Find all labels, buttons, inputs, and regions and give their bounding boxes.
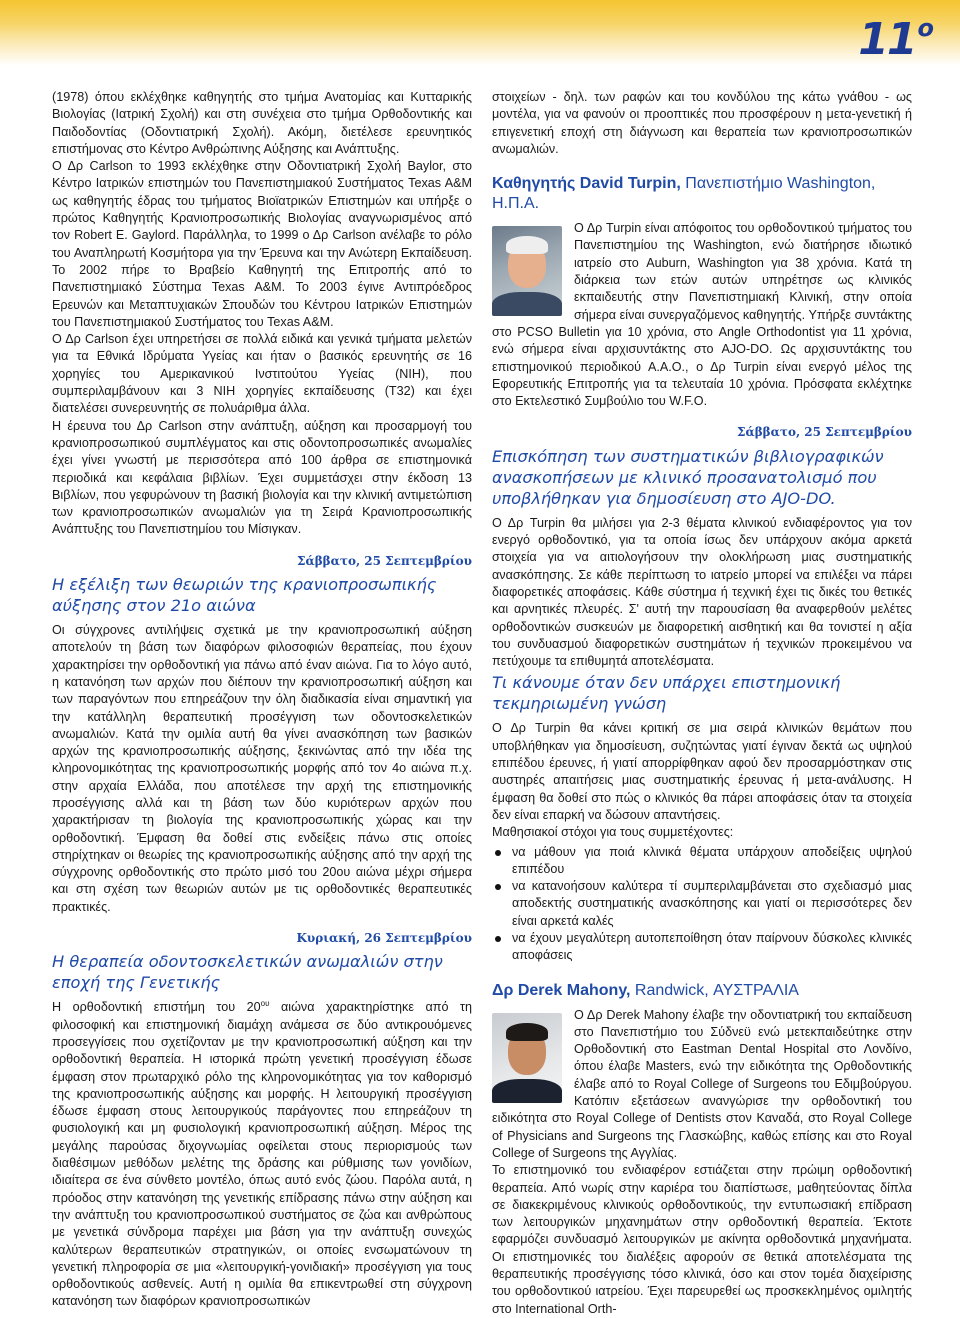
speaker-photo-mahony bbox=[492, 1013, 562, 1103]
session-date: Σάββατο, 25 Σεπτεμβρίου bbox=[296, 553, 472, 568]
issue-number: $11^o$ bbox=[858, 14, 932, 65]
paragraph: Ο Δρ Turpin είναι απόφοιτος του ορθοδοντικού τμήματος του Πανεπιστημίου της Washington, ενώ διατήρησε ιδιωτικό ιατρείο στο Auburn, Washington για 38 χρόνια. Κατά τη διάρκεια των ετών αυτών υπηρέτησε ως κλινικός εκπαιδευτής στην Πανεπιστημιακή Κλινική, στην οποία σήμερα είναι συνεργαζόμενος καθηγητής. Υπήρξε συντάκτης στο PCSO Bulletin για 10 χρόνια, στο Angle Orthodontist για 11 χρόνια, ενώ σήμερα είναι αρχισυντάκτης στο AJO-DO. Ως αρχισυντάκτης του επιστημονικού περιοδικού Α.Α.Ο., ο Δρ Turpin είναι ενεργό μέλος της Εφορευτικής Επιτροπής για τα τελευταία 10 χρόνια. Πρόσφατα εκλέχτηκε στο Εκτελεστικό Συμβούλιο του W.F.O. bbox=[492, 221, 912, 409]
paragraph: Ο Δρ Carlson έχει υπηρετήσει σε πολλά ειδικά και γενικά τμήματα μελετών για τα Εθνικά Ιδρύματα Υγείας και ήταν ο βασικός ερευνητής σε 16 χορηγίες του Αμερικανικού Ινστιτούτου Υγείας (NIH), που συμπεριλαμβάνουν και 3 NIH χορηγίες εκπαίδευσης (T32) και έχει διατελέσει συνερευνητής σε πολυάριθμα άλλα. bbox=[52, 332, 472, 416]
header-gradient-bar bbox=[0, 0, 960, 66]
left-column bbox=[52, 89, 472, 1311]
paragraph: Η ορθοδοντική επιστήμη του $20^{o\upsilon}$ αιώνα χαρακτηρίστηκε από τη φιλοσοφική και επιστημονική διαμάχη ανάμεσα σε δύο αντικρουόμενες προσεγγίσεις που σχετίζονταν με την κρανιοπροσωπική αύξηση και την ορθοδοντική θεραπεία. Η ιστορικά πρώτη γενετική προσέγγιση έδωσε έμφαση στον πρωταρχικό ρόλο της κληρονομικότητας για τον καθορισμό της κρανιοπροσωπικής αύξησης και μορφής. Η λειτουργική προσέγγιση έδωσε έμφαση στους λειτουργικούς παράγοντες που επηρεάζουν τη φυσιολογική και μη φυσιολογική κρανιοπροσωπική αύξηση. Μέρος της μεγάλης παρούσας διχογνωμίας οφείλεται στους περιορισμούς των διαθέσιμων μεθόδων μελέτης της δράσης και ρύθμισης των γονιδίων, ιδιαίτερα σε ένα σύνθετο μοντέλο, όπως αυτό ενός ζώου. Παρόλα αυτά, η πρόοδος στην κατανόηση της γενετικής επίδρασης πάνω στην αύξηση και την ανάπτυξη του κρανιοπροσωπικού συστήματος σε ζώα και ανθρώπους με γενετικά σύνδρομα παρέχει μια βάση για την ανάπτυξη συνεχώς καλύτερων θεραπευτικών στρατηγικών, οι οποίες ενσωματώνουν τη γενετική πληροφορία σε μια «λειτουργική-γονιδιακή» προσέγγιση για τους ορθοδοντικούς ασθενείς. Αυτή η ομιλία θα επικεντρωθεί στη σύγχρονη κατανόηση των διαφόρων κρανιοπροσωπικών bbox=[52, 999, 472, 1309]
session-title: Τι κάνουμε όταν δεν υπάρχει επιστημονική τεκμηριωμένη γνώση bbox=[492, 673, 841, 714]
bullet-icon bbox=[495, 936, 501, 942]
bullet-icon bbox=[495, 884, 501, 890]
paragraph: Το επιστημονικό του ενδιαφέρον εστιάζεται στην πρώιμη ορθοδοντική θεραπεία. Από νωρίς στην καριέρα του διαπίστωσε, μαθητεύοντας δίπλα σε διακεκριμένους κλινικούς ορθοδοντικούς, την εντυπωσιακή επίδραση των λειτουργικών μηχανημάτων στην ορθοδοντική θεραπεία. Έκτοτε εφαρμόζει συνδυασμό λειτουργικών με ακίνητα ορθοδοντικά μηχανήματα. Οι επιστημονικές του διαλέξεις αφορούν σε θετικά αποτελέσματα της θεραπευτικής προσέγγισης τόσο κλινικά, όσο και στον τομέα διαχείρισης του ορθοδοντικού ιατρείου. Έχει παρευρεθεί ως προσκεκλημένος ομιλητής στο International Orth- bbox=[492, 1163, 912, 1316]
paragraph: Ο Δρ Derek Mahony έλαβε την οδοντιατρική του εκπαίδευση στο Πανεπιστήμιο του Σύδνεϋ ενώ μετεκπαιδεύτηκε στην Ορθοδοντική στο Eastman Dental Hospital στο Λονδίνο, όπου έλαβε Masters, ενώ την ειδικότητα της Ορθοδοντικής έλαβε από το Royal College of Surgeons του Εδιμβούργου. Κατόπιν εξετάσεων ανανγώρισε την ορθοδοντική του ειδικότητα στο Royal College of Dentists στον Καναδά, στο Royal College of Physicians and Surgeons της Γλασκώβης, καθώς επίσης και στο Royal College of Surgeons της Αγγλίας. bbox=[492, 1007, 912, 1160]
list-item: να μάθουν για ποιά κλινικά θέματα υπάρχουν αποδείξεις υψηλού επιπέδου bbox=[492, 844, 912, 879]
session-title: Επισκόπηση των συστηματικών βιβλιογραφικών ανασκοπήσεων με κλινικό προσανατολισμό που υποβλήθηκαν για δημοσίευση στο AJO-DO. bbox=[492, 446, 884, 508]
session-date: Κυριακή, 26 Σεπτεμβρίου bbox=[296, 931, 472, 946]
paragraph: Μαθησιακοί στόχοι για τους συμμετέχοντες: bbox=[492, 825, 734, 840]
list-item: να κατανοήσουν καλύτερα τί συμπεριλαμβάνεται στο σχεδιασμό μιας αποδεκτής συστηματικής ανασκόπησης και γιατί οι περισσότερες δεν είναι αρκετά καλές bbox=[492, 878, 912, 930]
objectives-list bbox=[492, 844, 912, 965]
speaker-heading-mahony: Δρ Derek Mahony, Randwick, ΑΥΣΤΡΑΛΙΑ bbox=[492, 981, 799, 999]
paragraph: στοιχείων - δηλ. των ραφών και του κονδύλου της κάτω γνάθου - ως μοντέλα, για να φανούν οι προοπτικές που προσφέρουν η μετα-γενετική ή επιγενετική εποχή στη διάγνωση και θεραπεία των κρανιοπροσωπικών ανωμαλιών. bbox=[492, 90, 912, 156]
right-column bbox=[492, 89, 912, 1318]
list-item: να έχουν μεγαλύτερη αυτοπεποίθηση όταν παίρνουν δύσκολες κλινικές αποφάσεις bbox=[492, 930, 912, 965]
paragraph: Ο Δρ Turpin θα κάνει κριτική σε μια σειρά κλινικών θεμάτων που υποβλήθηκαν για δημοσίευση, συζητώντας γιατί έγιναν δεκτά ως υψηλού επιπέδου έρευνες, ή γιατί απορρίφθηκαν αφού δεν προσαρμόστηκαν στις αυστηρές απαιτήσεις μιας συστηματικής έρευνας ή μετα-ανάλυσης. Η έμφαση θα δοθεί στο πώς ο κλινικός θα πάρει αποφάσεις όταν τα στοιχεία δεν είναι επαρκή να δώσουν απαντήσεις. bbox=[492, 721, 912, 822]
paragraph: Ο Δρ Carlson το 1993 εκλέχθηκε στην Οδοντιατρική Σχολή Baylor, στο Κέντρο Ιατρικών επιστημών του Πανεπιστημιακού Συστήματος Texas A&M ως καθηγητής έδρας του τμήματος Βιοϊατρικών Επιστημών και υπήρξε ο πρώτος Καθηγητής Κρανιοπροσωπικής Βιολογίας αναγνωρισμένος από τον Robert E. Gaylord. Παράλληλα, το 1999 ο Δρ Carlson ανέλαβε το ρόλο του Αναπληρωτή Κοσμήτορα για την Έρευνα και την Ανώτερη Εκπαίδευση. Το 2002 πήρε το Βραβείο Καθηγητή της Επιτροπής από το Πανεπιστημιακό Σύστημα Texas A&M. Το 2003 έγινε Αντιπρόεδρος Ερευνών και Μεταπτυχιακών Σπουδών του Κέντρου Ιατρικών Επιστημών του Πανεπιστημιακού Συστήματος του Texas A&M. bbox=[52, 159, 472, 329]
paragraph: Ο Δρ Turpin θα μιλήσει για 2-3 θέματα κλινικού ενδιαφέροντος για τον ενεργό ορθοδοντικό, για τα οποία ίσως δεν υπάρχουν ακόμα αρκετά στοιχεία για να αιτιολογήσουν την ολοκλήρωση μιας συστηματικής ανασκόπησης. Σε κάθε περίπτωση το ιατρείο μπορεί να επιλέξει να πάρει διαφορετικές αποφάσεις. Κάθε σύστημα ή τεχνική έχει τις δικές του θετικές και αρνητικές πλευρές. Σ' αυτή την παρουσίαση θα αναφερθούν μελέτες ορθοδοντικών συσκευών με διαφορετική αισθητική και θα τονιστεί η αξία του συνδυασμού διαφορετικών συστημάτων ή τεχνικών προκειμένου να πετύχουμε τα επιθυμητά αποτελέσματα. bbox=[492, 515, 912, 669]
session-title: Η θεραπεία οδοντοσκελετικών ανωμαλιών στην εποχή της Γενετικής bbox=[52, 952, 443, 993]
paragraph: Η έρευνα του Δρ Carlson στην ανάπτυξη, αύξηση και προσαρμογή του κρανιοπροσωπικού συμπλέγματος και στις οδοντοπροσωπικές ανωμαλίες έχει γίνει γνωστή με περισσότερα από 100 άρθρα σε επιστημονικά περιοδικά και κεφάλαια βιβλίων. Έχει συμμετάσχει στην έκδοση 13 Βιβλίων, που γεφυρώνουν τη βασική βιολογία και την κλινική αντιμετώπιση των κρανιοπροσωπικών ανωμαλιών για τη Σειρά Κρανιοπροσωπικής Ανάπτυξης του Πανεπιστημίου του Μίσιγκαν. bbox=[52, 418, 472, 537]
speaker-photo-turpin bbox=[492, 226, 562, 316]
speaker-heading-turpin: Καθηγητής David Turpin, Πανεπιστήμιο Washington, Η.Π.Α. bbox=[492, 175, 876, 213]
session-title: Η εξέλιξη των θεωριών της κρανιοπροσωπικής αύξησης στον 21ο αιώνα bbox=[52, 575, 437, 616]
session-date: Σάββατο, 25 Σεπτεμβρίου bbox=[736, 425, 912, 440]
paragraph: (1978) όπου εκλέχθηκε καθηγητής στο τμήμα Ανατομίας και Κυτταρικής Βιολογίας (Ιατρική Σχολή) και στη συνέχεια στο τμήμα Ορθοδοντικής και Παιδοδοντίας (Οδοντιατρική Σχολή). Ακόμη, διετέλεσε ερευνητικός επιστήμονας στο Κέντρο Ανθρώπινης Αύξησης και Ανάπτυξης. bbox=[52, 90, 472, 156]
paragraph: Οι σύγχρονες αντιλήψεις σχετικά με την κρανιοπροσωπική αύξηση αποτελούν τη βάση των διαφόρων φιλοσοφιών θεραπείας, που έχουν χαρακτηρίσει την ορθοδοντική για πάνω από έναν αιώνα. Για το λόγο αυτό, η κατανόηση των αρχών που διέπουν την κρανιοπροσωπική αύξηση και των παραγόντων που επηρεάζουν την όλη διαδικασία είναι σημαντική για την κατάλληλη θεραπευτική προσέγγιση των οδοντοσκελετικών ανωμαλιών. Κατά την ομιλία αυτή θα γίνει ανασκόπηση των βασικών αρχών της κρανιοπροσωπικής αύξησης, ξεκινώντας από την ιδέα της κληρονομικότητας της κρανιοπροσωπικής μορφής από τον 4ο αιώνα π.χ. στην αρχαία Ελλάδα, που αποτέλεσε την αρχή της επιστημονικής προσέγγισης αλλά και τη βάση των δύο κυριότερων αρχών που χαρακτήρισαν τη βιολογία της κρανιοπροσωπικής χώρας και την ορθοδοντική. Έμφαση θα δοθεί στις ενδείξεις πάνω στις οποίες στηρίχτηκαν οι θεωρίες της κρανιοπροσωπικής αύξησης από την αρχή της σύγχρονης ορθοδοντικής στο πρώτο μισό του 20ου αιώνα μέχρι σήμερα και στη σχέση των θεωριών αυτών με τις ορθοδοντικές θεραπευτικές πρακτικές. bbox=[52, 623, 472, 914]
bullet-icon bbox=[495, 850, 501, 856]
